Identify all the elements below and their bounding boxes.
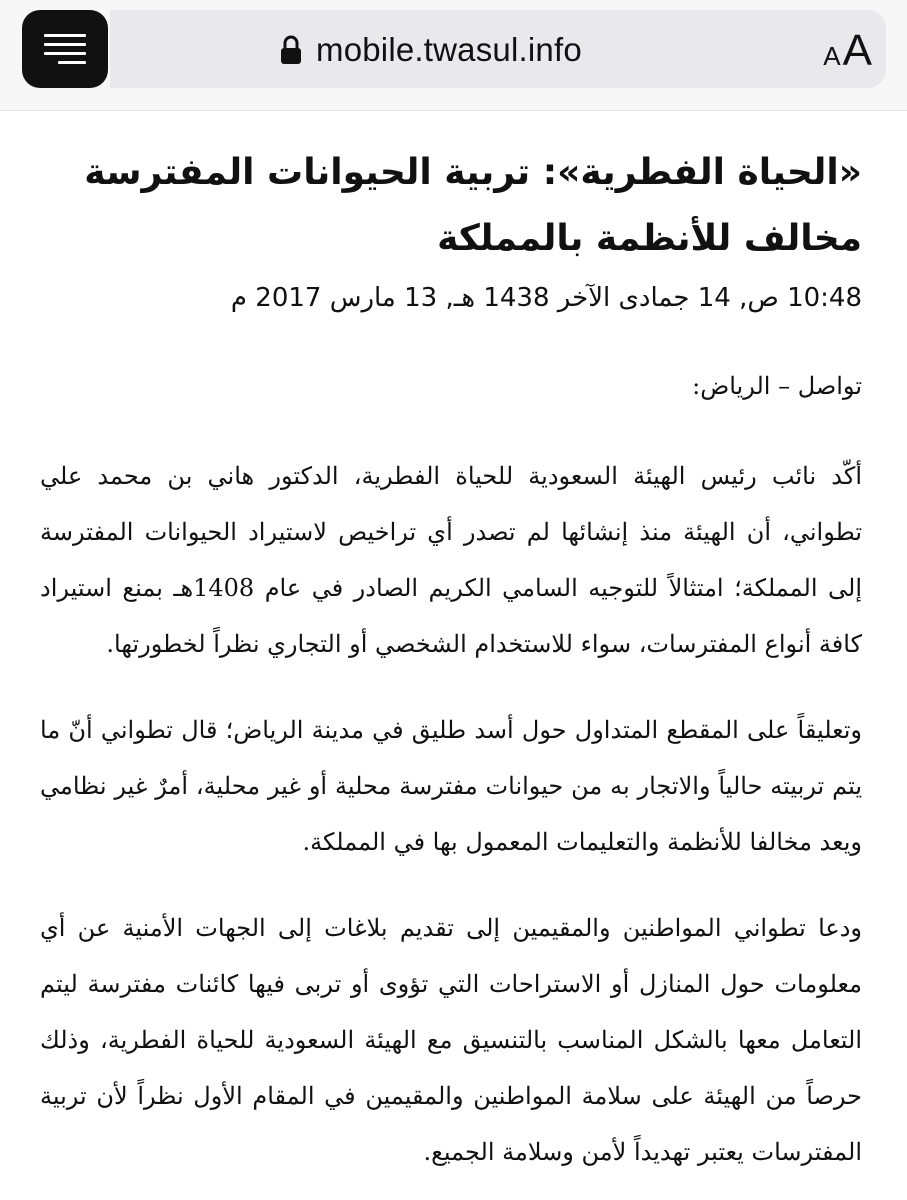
hamburger-menu-icon xyxy=(44,34,86,64)
article-paragraph: ودعا تطواني المواطنين والمقيمين إلى تقديم بلاغات إلى الجهات الأمنية عن أي معلومات حول المنازل أو الاستراحات التي تؤوى أو تربى فيها كائنات مفترسة ليتم التعامل معها بالشكل المناسب بالتنسيق مع الهيئة السعودية للحياة الفطرية، وذلك حرصاً من الهيئة على سلامة المواطنين والمقيمين في المقام الأول نظراً لأن تربية المفترسات يعتبر تهديداً لأمن وسلامة الجميع. xyxy=(40,914,862,1166)
article xyxy=(40,140,862,1180)
article-date: 10:48 ص, 14 جمادى الآخر 1438 هـ, 13 مارس 2017 م xyxy=(230,283,862,313)
lock-icon xyxy=(280,35,302,65)
text-size-button[interactable] xyxy=(823,26,872,76)
article-paragraph: وتعليقاً على المقطع المتداول حول أسد طليق في مدينة الرياض؛ قال تطواني أنّ ما يتم تربيته حالياً والاتجار به من حيوانات مفترسة محلية أو غير محلية، أمرٌ غير نظامي ويعد مخالفا للأنظمة والتعليمات المعمول بها في المملكة. xyxy=(40,716,862,856)
address-bar[interactable] xyxy=(110,10,886,88)
browser-toolbar xyxy=(0,0,907,111)
menu-button[interactable] xyxy=(22,10,108,88)
article-location: تواصل – الرياض: xyxy=(692,372,862,400)
text-size-small-glyph: A xyxy=(823,41,841,71)
article-paragraph: أكّد نائب رئيس الهيئة السعودية للحياة الفطرية، الدكتور هاني بن محمد علي تطواني، أن الهيئة منذ إنشائها لم تصدر أي تراخيص لاستيراد الحيوانات المفترسة إلى المملكة؛ امتثالاً للتوجيه السامي الكريم الصادر في عام 1408هـ بمنع استيراد كافة أنواع المفترسات، سواء للاستخدام الشخصي أو التجاري نظراً لخطورتها. xyxy=(40,462,863,658)
url-text: mobile.twasul.info xyxy=(316,31,582,68)
text-size-large-glyph: A xyxy=(842,26,872,75)
article-title: «الحياة الفطرية»: تربية الحيوانات المفترسة مخالف للأنظمة بالمملكة xyxy=(84,152,862,259)
